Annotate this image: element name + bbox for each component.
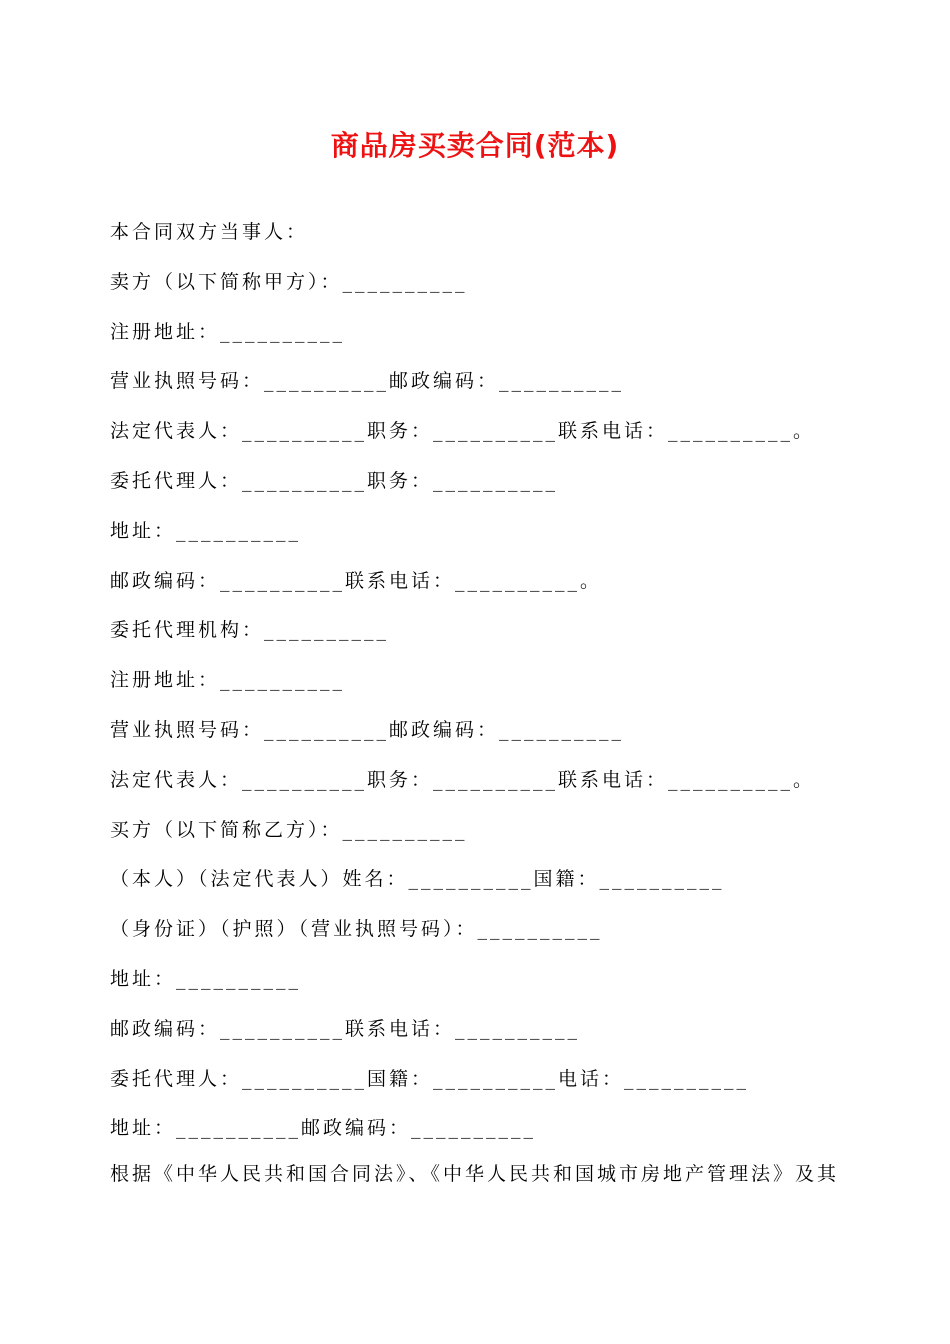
- text-line: 地址：__________: [110, 519, 302, 542]
- text-line: 买方（以下简称乙方）：__________: [110, 818, 468, 841]
- text-line: 邮政编码：__________联系电话：__________: [110, 1017, 581, 1040]
- text-line: 地址：__________邮政编码：__________: [110, 1117, 537, 1140]
- text-line: 法定代表人：__________职务：__________联系电话：__________。: [110, 768, 816, 791]
- text-line: 委托代理人：__________国籍：__________电话：__________: [110, 1067, 750, 1090]
- legal-basis-paragraph: 根据《中华人民共和国合同法》、《中华人民共和国城市房地产管理法》及其: [110, 1163, 840, 1185]
- text-line: 地址：__________: [110, 967, 302, 990]
- document-title: 商品房买卖合同(范本): [330, 129, 620, 162]
- text-line: 营业执照号码：__________邮政编码：__________: [110, 718, 625, 741]
- text-line: （身份证）（护照）（营业执照号码）：__________: [110, 918, 603, 941]
- text-line: 注册地址：__________: [110, 669, 346, 692]
- text-line: 委托代理机构：__________: [110, 619, 390, 642]
- contract-parties-section: [110, 214, 840, 1160]
- text-line: 营业执照号码：__________邮政编码：__________: [110, 370, 625, 393]
- text-line: 卖方（以下简称甲方）：__________: [110, 270, 468, 293]
- text-line: 邮政编码：__________联系电话：__________。: [110, 569, 603, 592]
- text-line: 本合同双方当事人：: [110, 221, 309, 243]
- text-line: 法定代表人：__________职务：__________联系电话：__________。: [110, 420, 816, 443]
- text-line: （本人）（法定代表人）姓名：__________国籍：__________: [110, 868, 725, 891]
- text-line: 委托代理人：__________职务：__________: [110, 469, 559, 492]
- text-line: 注册地址：__________: [110, 320, 346, 343]
